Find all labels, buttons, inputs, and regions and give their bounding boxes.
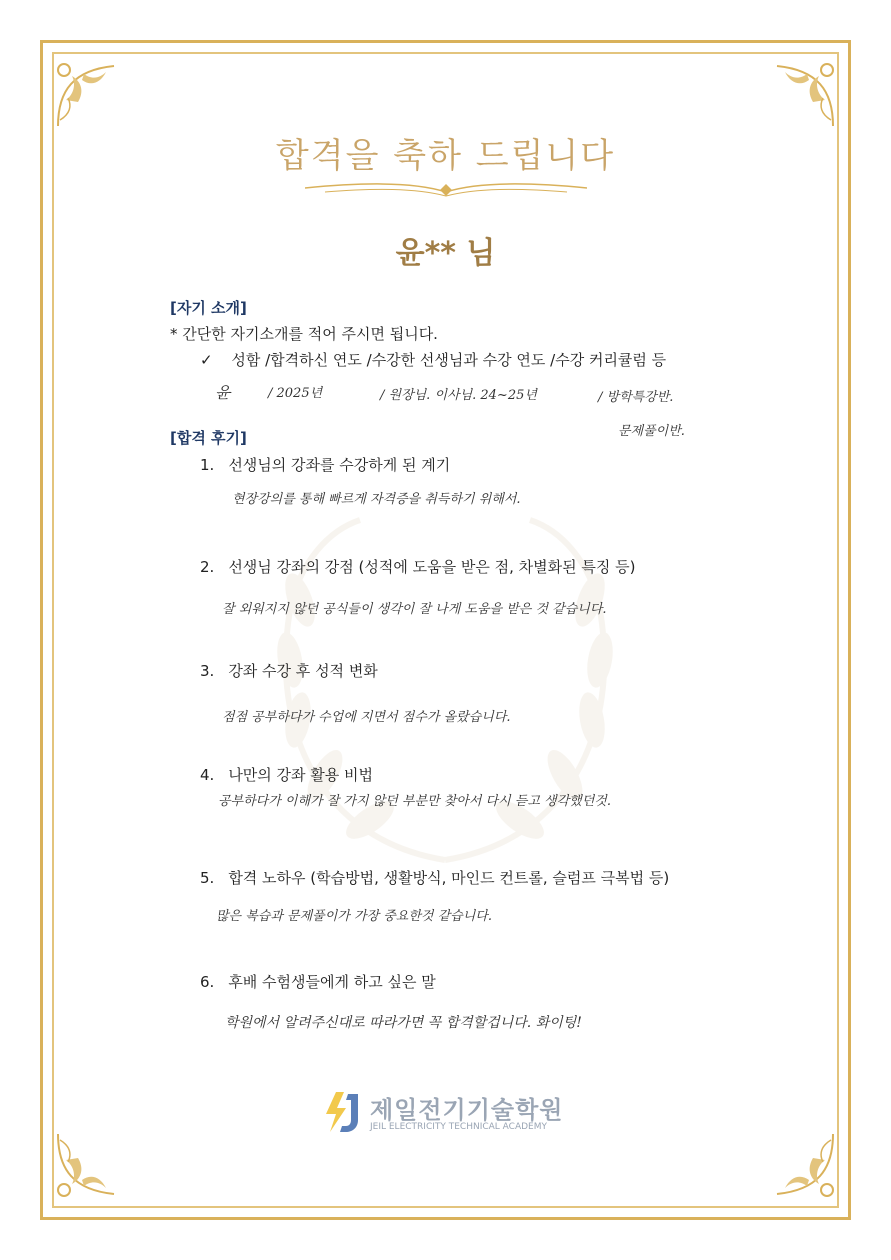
question-2: 2. 선생님 강좌의 강점 (성적에 도움을 받은 점, 차별화된 특징 등): [200, 558, 636, 576]
answer-6: 학원에서 알려주신대로 따라가면 꼭 합격할겁니다. 화이팅!: [225, 1015, 582, 1031]
answer-4: 공부하다가 이해가 잘 가지 않던 부분만 찾아서 다시 듣고 생각했던것.: [218, 794, 611, 809]
answer-course-1: / 방학특강반.: [598, 390, 674, 405]
section-review: [합격 후기]: [170, 429, 247, 447]
question-3: 3. 강좌 수강 후 성적 변화: [200, 662, 378, 680]
ornament-divider-icon: [305, 178, 587, 202]
intro-instruction: * 간단한 자기소개를 적어 주시면 됩니다.: [170, 325, 438, 343]
question-4: 4. 나만의 강좌 활용 비법: [200, 766, 374, 784]
answer-teacher: / 원장님. 이사님. 24~25년: [380, 388, 537, 403]
answer-5: 많은 복습과 문제풀이가 가장 중요한것 같습니다.: [216, 909, 492, 924]
answer-1: 현장강의를 통해 빠르게 자격증을 취득하기 위해서.: [232, 492, 521, 507]
answer-2: 잘 외워지지 않던 공식들이 생각이 잘 나게 도움을 받은 것 같습니다.: [222, 602, 607, 617]
question-1: 1. 선생님의 강좌를 수강하게 된 계기: [200, 456, 451, 474]
answer-year: / 2025년: [268, 386, 323, 401]
academy-logo: [322, 1088, 572, 1138]
question-5: 5. 합격 노하우 (학습방법, 생활방식, 마인드 컨트롤, 슬럼프 극복법 등): [200, 869, 670, 887]
question-6: 6. 후배 수험생들에게 하고 싶은 말: [200, 973, 436, 991]
intro-fields: 성함 /합격하신 연도 /수강한 선생님과 수강 연도 /수강 커리큘럼 등: [231, 351, 667, 369]
answer-course-2: 문제풀이반.: [618, 424, 685, 439]
ornament-corner-icon: [767, 60, 837, 130]
ornament-corner-icon: [54, 60, 124, 130]
academy-name: 제일전기기술학원: [370, 1096, 564, 1124]
ornament-corner-icon: [767, 1130, 837, 1200]
laurel-wreath-watermark-icon: [250, 490, 640, 880]
lightning-bolt-logo-icon: [322, 1090, 362, 1134]
recipient-name: 윤** 님: [395, 236, 496, 271]
page-title: 합격을 축하 드립니다: [275, 136, 616, 176]
check-icon: ✓: [200, 351, 213, 369]
section-self-intro: [자기 소개]: [170, 299, 247, 317]
intro-fields-row: [200, 349, 666, 370]
answer-3: 점점 공부하다가 수업에 지면서 점수가 올랐습니다.: [222, 710, 511, 725]
academy-subtitle: JEIL ELECTRICITY TECHNICAL ACADEMY: [370, 1122, 547, 1132]
answer-name: 윤: [215, 383, 231, 402]
ornament-corner-icon: [54, 1130, 124, 1200]
